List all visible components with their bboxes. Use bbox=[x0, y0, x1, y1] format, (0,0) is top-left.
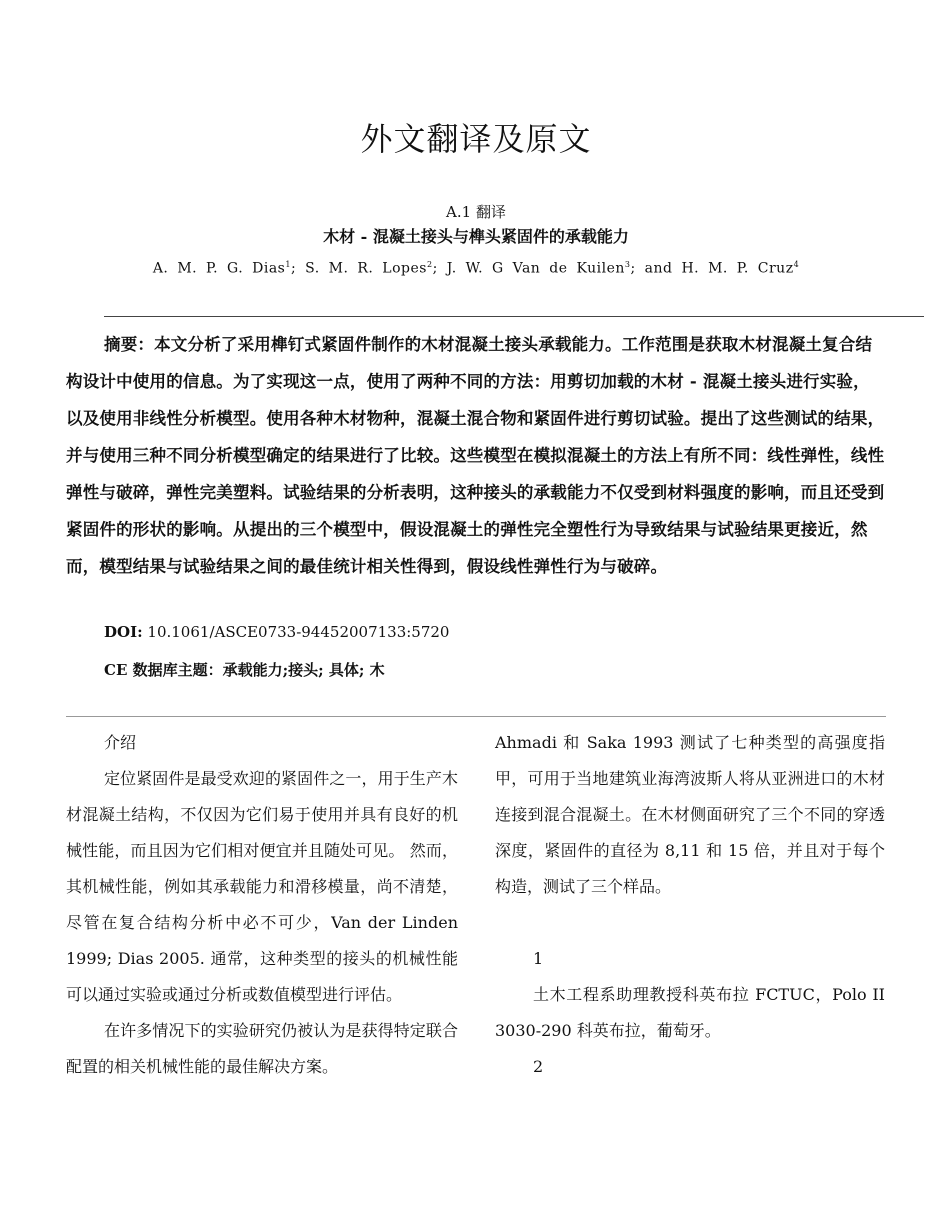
author-affiliation-mark: 2 bbox=[426, 260, 433, 269]
author-list bbox=[0, 260, 952, 277]
author-separator: ; and bbox=[630, 260, 682, 277]
author-affiliation-mark: 1 bbox=[285, 260, 291, 269]
author-affiliation-mark: 3 bbox=[624, 260, 631, 269]
author-affiliation-mark: 4 bbox=[793, 260, 800, 269]
doi-value: 10.1061/ASCE0733-94452007133:5720 bbox=[142, 623, 450, 641]
abstract-block bbox=[66, 326, 886, 585]
paper-title: 木材 - 混凝土接头与榫头紧固件的承载能力 bbox=[323, 227, 629, 246]
author-name: J. W. G Van de Kuilen bbox=[446, 260, 625, 277]
doi-line bbox=[104, 623, 449, 641]
author-name: S. M. R. Lopes bbox=[305, 260, 427, 277]
author-name: H. M. P. Cruz bbox=[681, 260, 794, 277]
footnote-number: 2 bbox=[533, 1057, 544, 1076]
abstract-label: 摘要： bbox=[104, 335, 155, 354]
left-column bbox=[66, 725, 458, 1085]
right-column bbox=[495, 725, 885, 1085]
page-title: 外文翻译及原文 bbox=[360, 120, 592, 158]
footnote-text: 土木工程系助理教授科英布拉 FCTUC，Polo II 3030-290 科英布拉，葡萄牙。 bbox=[495, 985, 885, 1040]
header-divider bbox=[104, 316, 924, 317]
paragraph: Ahmadi 和 Saka 1993 测试了七种类型的高强度指甲，可用于当地建筑业海湾波斯人将从亚洲进口的木材连接到混合混凝土。在木材侧面研究了三个不同的穿透深度，紧固件的直径为 8,11 和 15 倍，并且对于每个构造，测试了三个样品。 bbox=[495, 733, 885, 896]
keywords-value: 承载能力;接头; 具体; 木 bbox=[222, 661, 385, 679]
body-divider bbox=[66, 716, 886, 717]
author-separator: ; bbox=[290, 260, 306, 277]
keywords-line bbox=[104, 659, 385, 680]
keywords-label: CE 数据库主题： bbox=[104, 661, 223, 679]
section-heading-intro: 介绍 bbox=[104, 733, 137, 752]
section-number: A.1 翻译 bbox=[446, 203, 506, 221]
abstract-text: 本文分析了采用榫钉式紧固件制作的木材混凝土接头承载能力。工作范围是获取木材混凝土复合结构设计中使用的信息。为了实现这一点，使用了两种不同的方法：用剪切加载的木材 - 混凝土接头进行实验，以及使用非线性分析模型。使用各种木材物种，混凝土混合物和紧固件进行剪切试验。提出了这些测试的结果，并与使用三种不同分析模型确定的结果进行了比较。这些模型在模拟混凝土的方法上有所不同：线性弹性，线性弹性与破碎，弹性完美塑料。试验结果的分析表明，这种接头的承载能力不仅受到材料强度的影响，而且还受到紧固件的形状的影响。从提出的三个模型中，假设混凝土的弹性完全塑性行为导致结果与试验结果更接近，然而，模型结果与试验结果之间的最佳统计相关性得到，假设线性弹性行为与破碎。 bbox=[66, 335, 885, 576]
author-separator: ; bbox=[432, 260, 447, 277]
spacer bbox=[495, 905, 885, 941]
paragraph: 定位紧固件是最受欢迎的紧固件之一，用于生产木材混凝土结构，不仅因为它们易于使用并具有良好的机械性能，而且因为它们相对便宜并且随处可见。 然而，其机械性能，例如其承载能力和滑移模量，尚不清楚，尽管在复合结构分析中必不可少，Van der Linden 1999; Dias 2005. 通常，这种类型的接头的机械性能可以通过实验或通过分析或数值模型进行评估。 bbox=[66, 769, 458, 1004]
footnote-number: 1 bbox=[533, 949, 544, 968]
paragraph: 在许多情况下的实验研究仍被认为是获得特定联合配置的相关机械性能的最佳解决方案。 bbox=[66, 1021, 458, 1076]
author-name: A. M. P. G. Dias bbox=[152, 260, 286, 277]
doi-label: DOI: bbox=[104, 623, 143, 641]
